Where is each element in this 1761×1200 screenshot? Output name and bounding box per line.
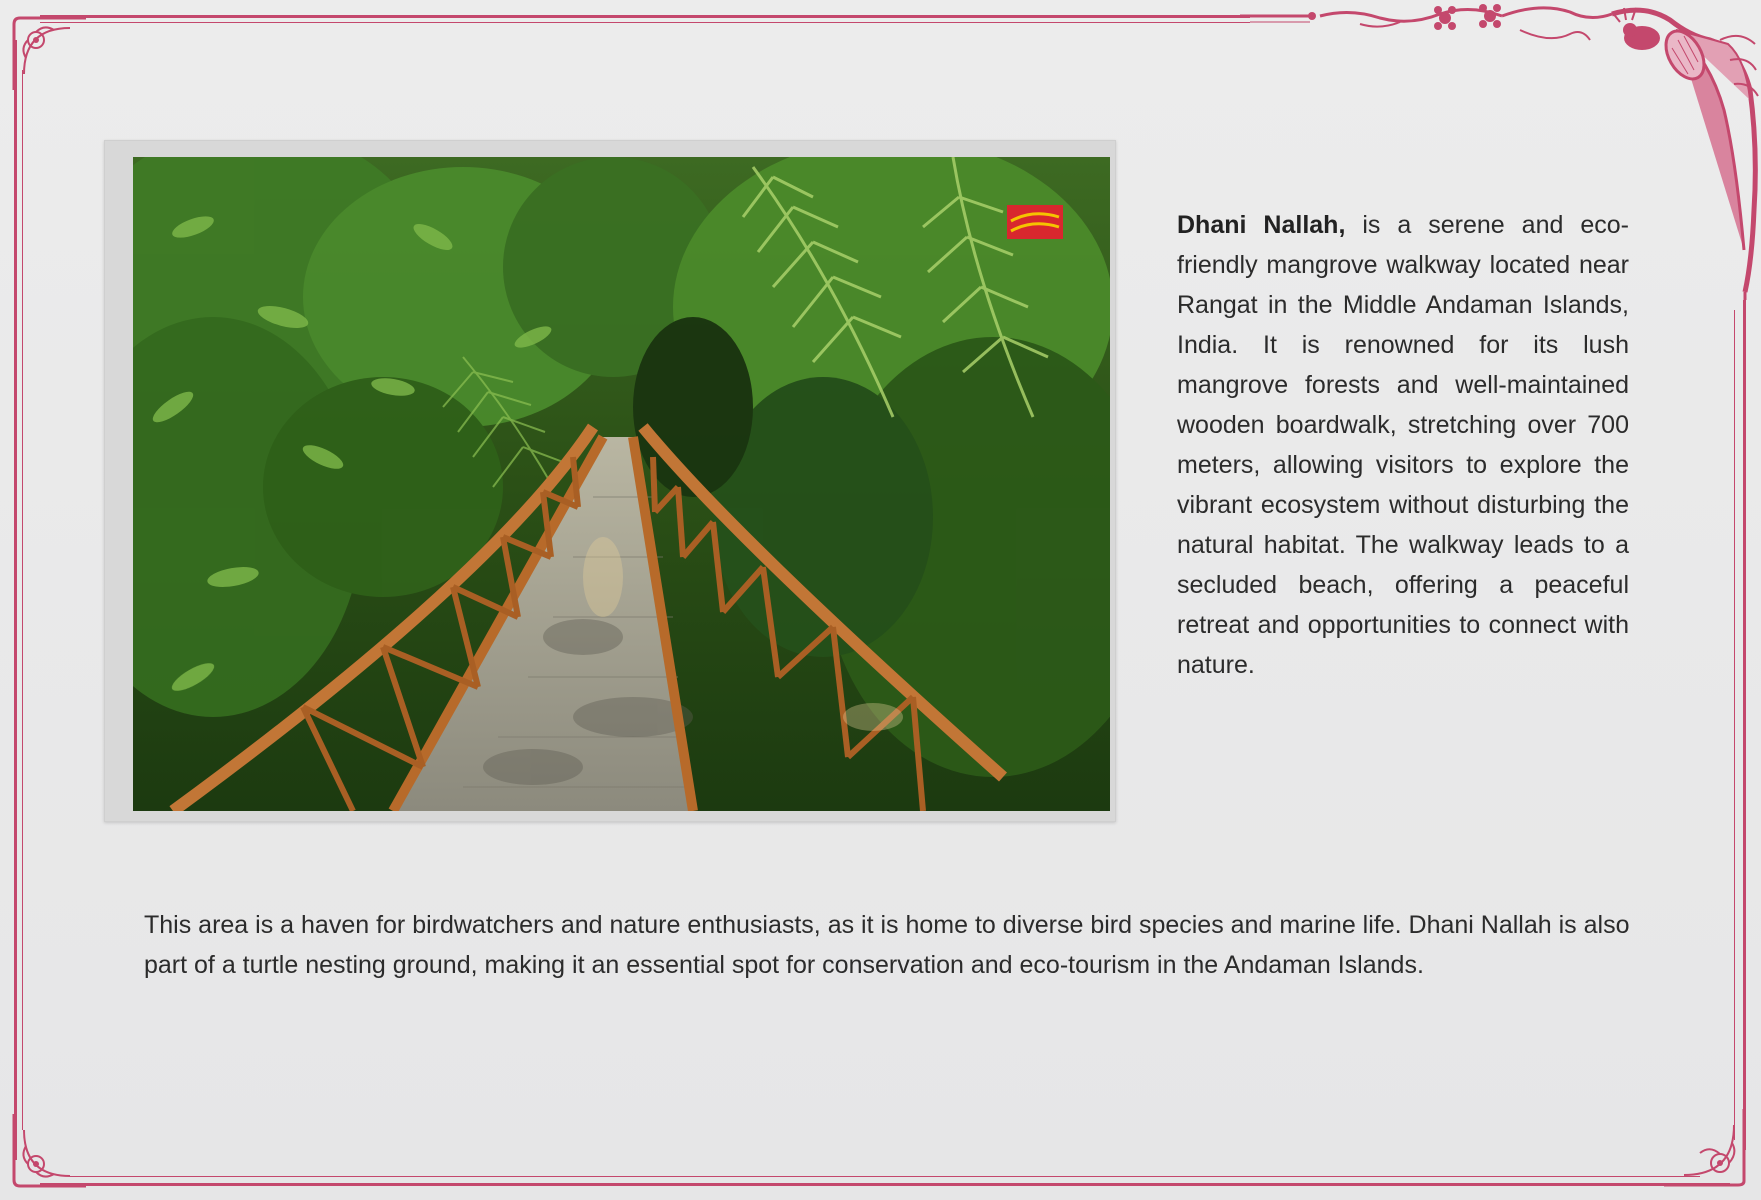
frame-right-inner-border xyxy=(1734,310,1735,1140)
india-post-logo-icon xyxy=(1007,205,1063,239)
corner-ornament-icon xyxy=(10,14,90,94)
bottom-paragraph: This area is a haven for birdwatchers and nature enthusiasts, as it is home to diverse bird species and marine life. Dhani Nallah is also part of a turtle nesting ground, making it an essential spot for conservation and eco-tourism in the Andaman Islands. xyxy=(144,911,1630,979)
mangrove-boardwalk-photo xyxy=(133,157,1110,811)
frame-right-border xyxy=(1743,300,1746,1150)
place-name: Dhani Nallah, xyxy=(1177,211,1346,239)
frame-bottom-inner-border xyxy=(70,1176,1700,1177)
corner-ornament-icon xyxy=(10,1110,90,1190)
frame-top-border xyxy=(40,15,1250,18)
description-body: is a serene and eco-friendly mangrove walkway located near Rangat in the Middle Andaman Islands, India. It is renowned for its lush mangrove forests and well-maintained wooden boardwalk, stretching over 700 meters, allowing visitors to explore the vibrant ecosystem without disturbing the natural habitat. The walkway leads to a secluded beach, offering a peaceful retreat and opportunities to connect with nature. xyxy=(1177,211,1629,679)
frame-top-inner-border xyxy=(40,22,1250,23)
corner-ornament-icon xyxy=(1660,1105,1750,1190)
frame-left-border xyxy=(14,40,17,1160)
frame-left-inner-border xyxy=(22,70,23,1130)
frame-bottom-border xyxy=(40,1183,1730,1186)
description-text xyxy=(1177,205,1629,685)
